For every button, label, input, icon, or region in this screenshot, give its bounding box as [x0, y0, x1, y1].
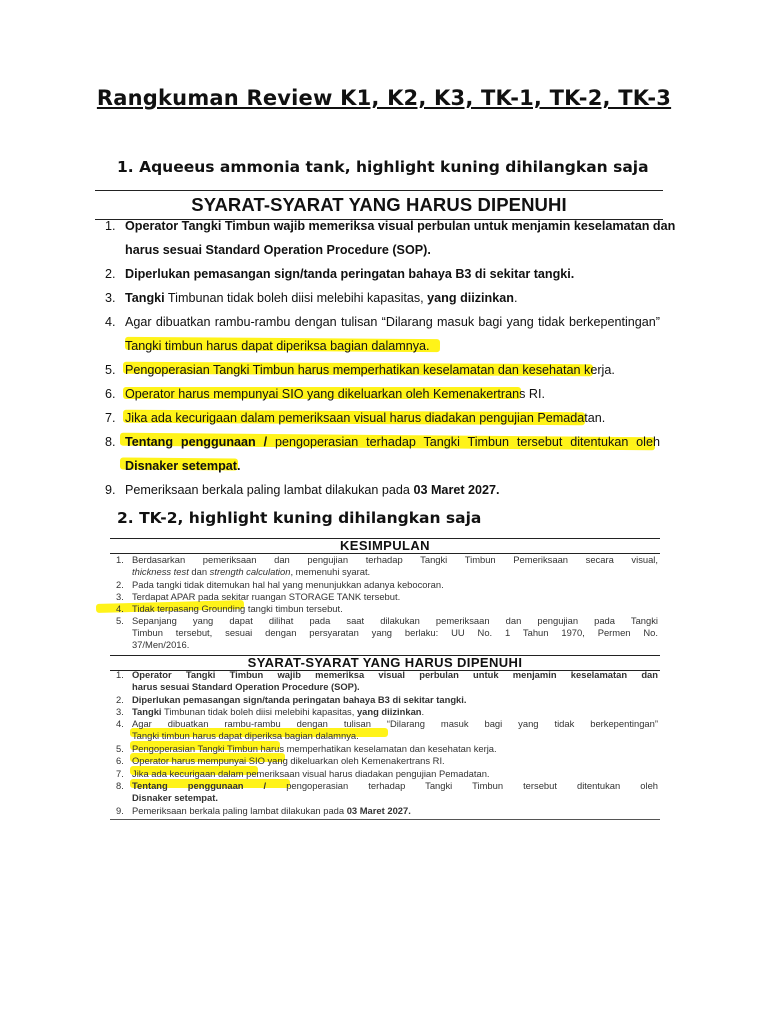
requirements-title: SYARAT-SYARAT YANG HARUS DIPENUHI	[95, 190, 663, 220]
divider	[110, 819, 660, 820]
page-title: Rangkuman Review K1, K2, K3, TK-1, TK-2, TK-3	[96, 86, 672, 110]
section-1-heading: 1. Aqueeus ammonia tank, highlight kuning dihilangkan saja	[117, 158, 649, 176]
section-2-heading: 2. TK-2, highlight kuning dihilangkan saja	[117, 509, 482, 527]
kesimpulan-title: KESIMPULAN	[110, 538, 660, 554]
section-2-conclusion-image: KESIMPULAN 1. Berdasarkan pemeriksaan dan pengujian terhadap Tangki Timbun Pemeriksaan secara visual, thickness test dan strength calculation, memenuhi syarat. 2. Pada tangki tidak ditemukan hal hal yang menunjukkan adanya kebocoran. 3. Terdapat APAR pada sekitar ruangan STORAGE TANK tersebut. 4. Tidak terpasang Grounding tangki timbun tersebut. 5. Sepanjang yang dapat dilihat pada saat dilakukan pemeriksaan dan pengujian pada Tangki Timbun tersebut, sesuai dengan persyaratan yang berlaku: UU No. 1 Tahun 1970, Permen No. 37/Men/2016. SYARAT-SYARAT YANG HARUS DIPENUHI 1. Operator Tangki Timbun wajib memeriksa visual perbulan untuk menjamin keselamatan dan harus sesuai Standard Operation Procedure (SOP). 2. Diperlukan pemasangan sign/tanda peringatan bahaya B3 di sekitar tangki. 3. Tangki Timbunan tidak boleh diisi melebihi kapasitas, yang diizinkan. 4. Agar dibuatkan rambu-rambu dengan tulisan “Dilarang masuk bagi yang tidak berkepentingan” Tangki timbun harus dapat diperiksa bagian dalamnya. 5. Pengoperasian Tangki Timbun harus memperhatikan keselamatan dan kesehatan kerja. 6. Operator harus mempunyai SIO yang dikeluarkan oleh Kemenakertrans RI. 7. Jika ada kecurigaan dalam pemeriksaan visual harus diadakan pengujian Pemadatan. 8. Tentang penggunaan / pengoperasian terhadap Tangki Timbun tersebut ditentukan oleh Disnaker setempat. 9. Pemeriksaan berkala paling lambat dilakukan pada 03 Maret 2027.	[110, 538, 660, 823]
requirements-title-2: SYARAT-SYARAT YANG HARUS DIPENUHI	[110, 655, 660, 671]
section-1-requirements-image: SYARAT-SYARAT YANG HARUS DIPENUHI 1. Operator Tangki Timbun wajib memeriksa visual perbulan untuk menjamin keselamatan dan harus sesuai Standard Operation Procedure (SOP). 2. Diperlukan pemasangan sign/tanda peringatan bahaya B3 di sekitar tangki. 3. Tangki Timbunan tidak boleh diisi melebihi kapasitas, yang diizinkan. 4. Agar dibuatkan rambu-rambu dengan tulisan “Dilarang masuk bagi yang tidak berkepentingan” Tangki timbun harus dapat diperiksa bagian dalamnya. 5. Pengoperasian Tangki Timbun harus memperhatikan keselamatan dan kesehatan kerja. 6. Operator harus mempunyai SIO yang dikeluarkan oleh Kemenakertrans RI. 7. Jika ada kecurigaan dalam pemeriksaan visual harus diadakan pengujian Pemadatan. 8. Tentang penggunaan / pengoperasian terhadap Tangki Timbun tersebut ditentukan oleh Disnaker setempat. 9. Pemeriksaan berkala paling lambat dilakukan pada 03 Maret 2027.	[95, 190, 663, 500]
